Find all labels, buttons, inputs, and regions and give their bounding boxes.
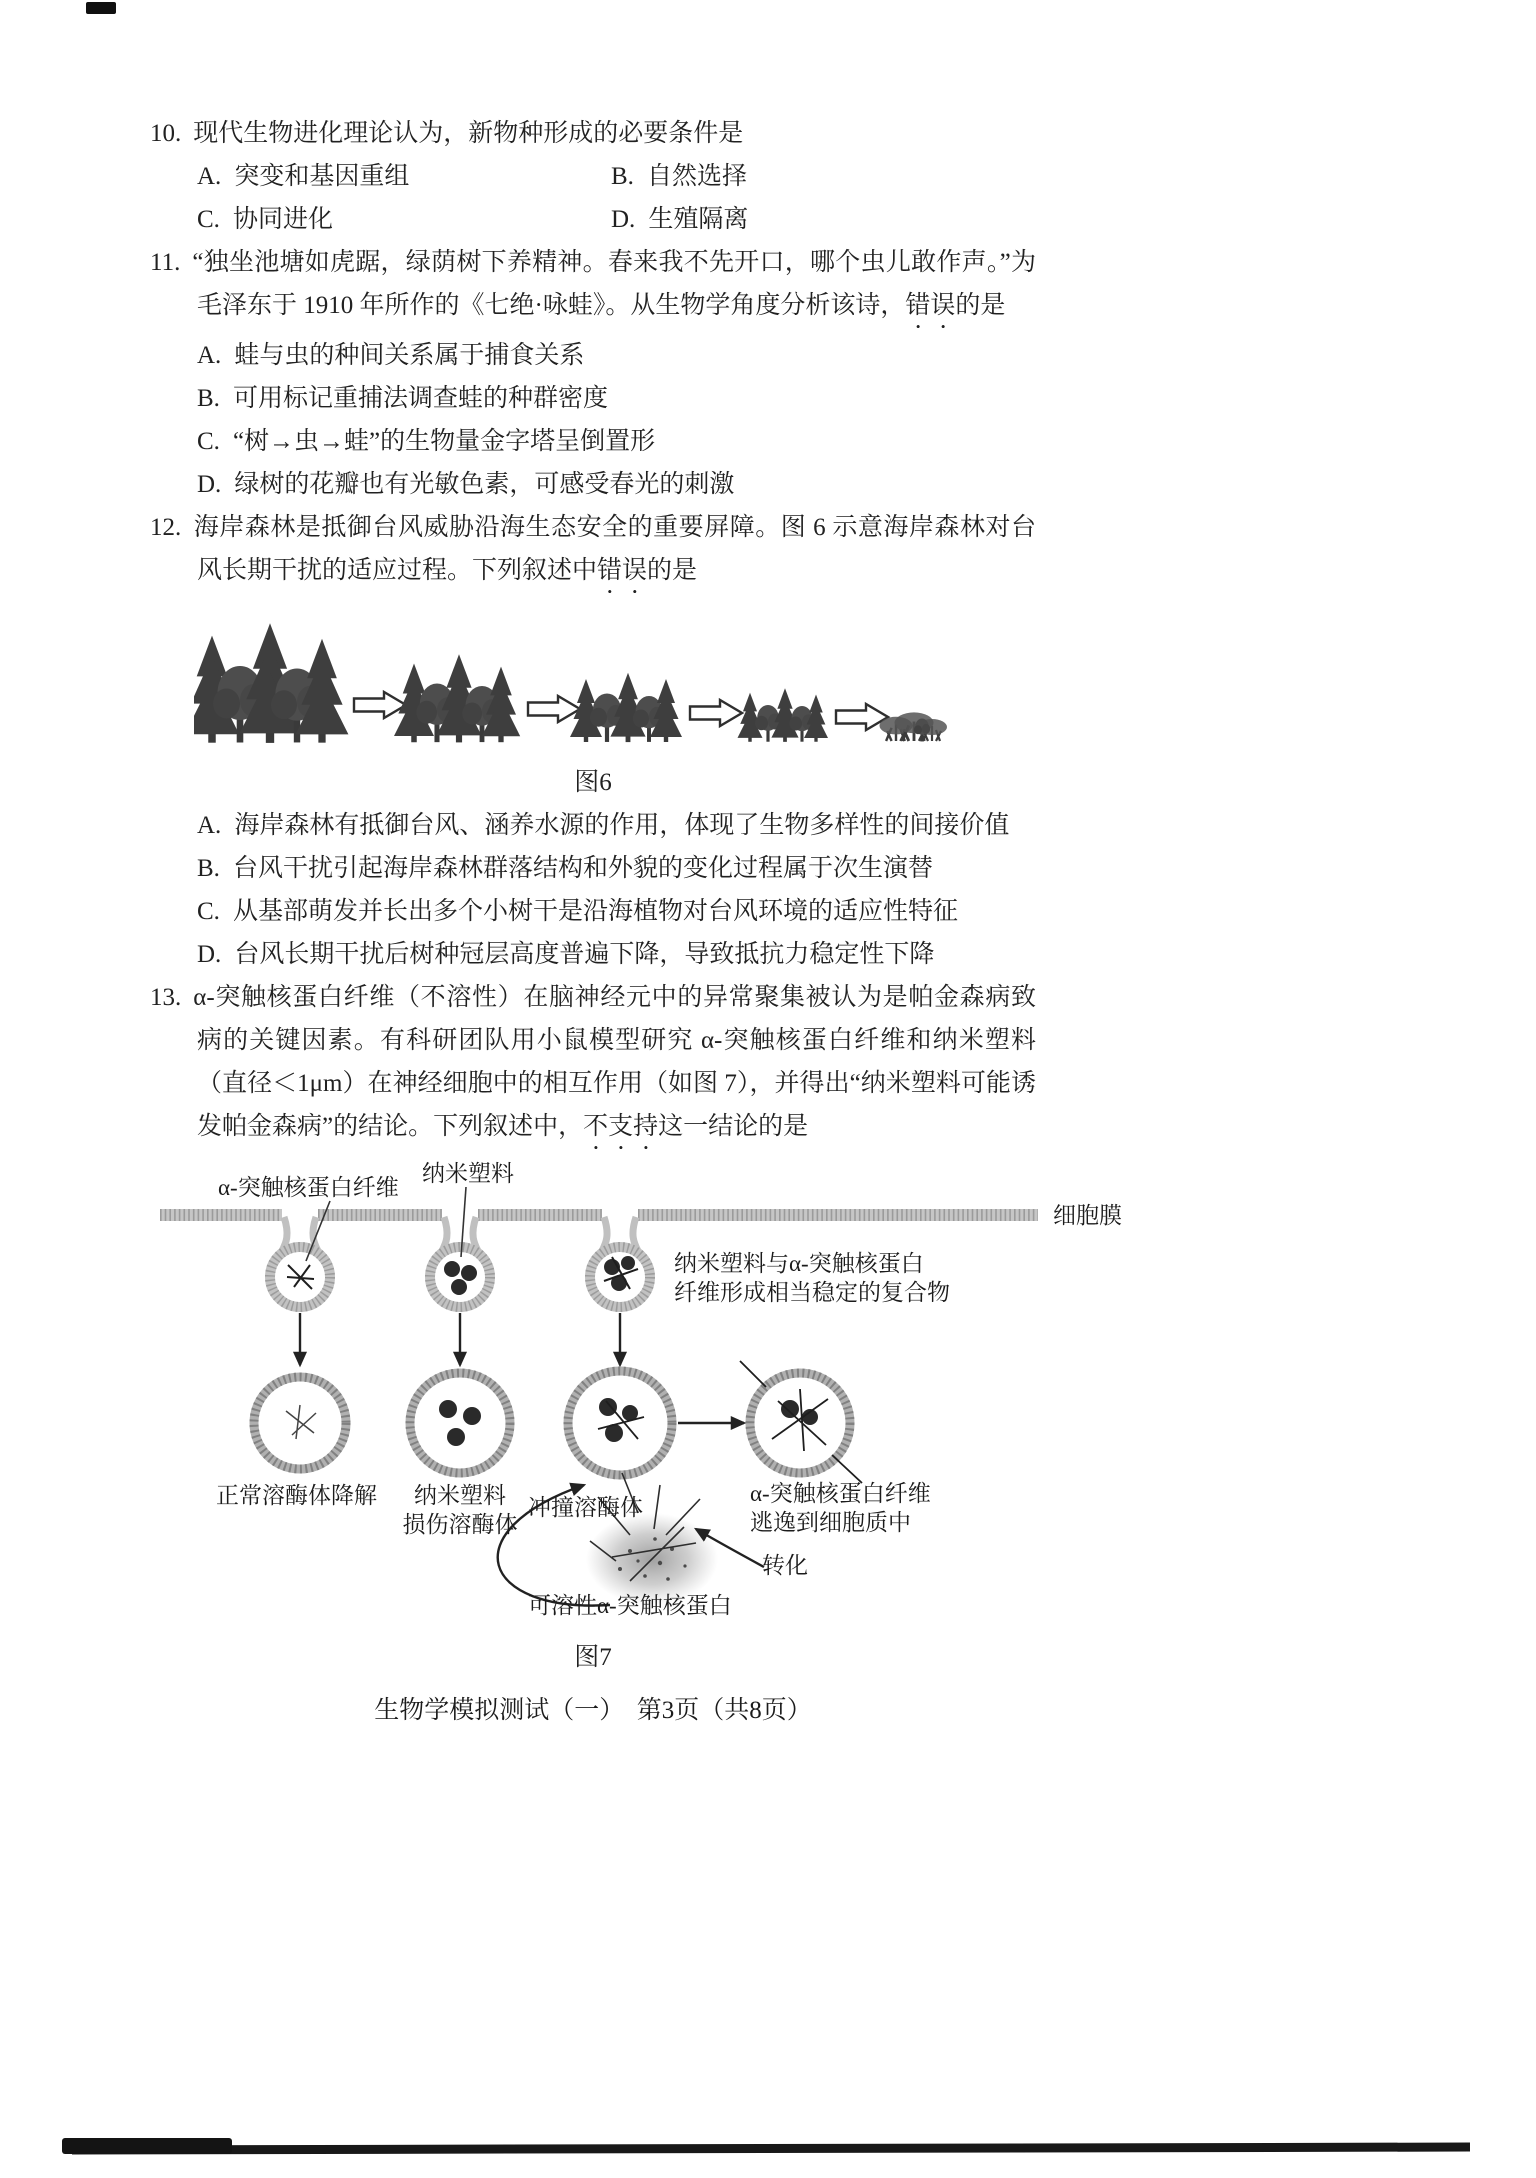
option-a: [197, 155, 611, 198]
question-12: [150, 506, 1036, 976]
option-c: [197, 420, 1036, 463]
option-text: 蛙与虫的种间关系属于捕食关系: [234, 342, 585, 369]
option-label: C.: [197, 428, 220, 455]
label-fiber-escape: [750, 1479, 931, 1537]
endocytosis-pocket-2: [430, 1217, 490, 1307]
label-alpha-synuclein-fiber: α-突触核蛋白纤维: [218, 1175, 399, 1200]
label-nanoplastic: 纳米塑料: [422, 1161, 514, 1186]
lysosome-collided: [568, 1371, 672, 1475]
question-number: 10.: [150, 120, 182, 147]
label-normal-degrade: 正常溶酶体降解: [216, 1483, 377, 1508]
stem-text: 海岸森林是抵御台风威胁沿海生态安全的重要屏障。图 6 示意海岸森林对台风长期干扰的适应过程。下列叙述中: [193, 514, 1036, 584]
label-soluble-protein: 可溶性α-突触核蛋白: [528, 1593, 732, 1618]
option-text: 台风干扰引起海岸森林群落结构和外貌的变化过程属于次生演替: [232, 855, 933, 882]
option-label: D.: [197, 471, 222, 498]
question-11-stem: [150, 241, 1036, 334]
stage-arrow-icon: [690, 700, 742, 726]
stem-text: 的是: [647, 557, 698, 584]
option-text: 绿树的花瓣也有光敏色素，可感受春光的刺激: [234, 471, 735, 498]
question-number: 11.: [150, 249, 181, 276]
question-10-options: [150, 155, 1036, 241]
emphasis-text: 错误: [905, 292, 956, 319]
option-c: [197, 890, 1036, 933]
scan-artifact-bottom-line: [72, 2143, 1470, 2155]
figure-7-neuron-drawing: [160, 1159, 1175, 1637]
option-text: 自然选择: [646, 163, 747, 190]
figure-7-caption: 图7: [574, 1644, 612, 1671]
scan-artifact-bottom-left: [62, 2138, 232, 2154]
question-12-stem: [150, 506, 1036, 599]
label-fiber-escape-line2: 逃逸到细胞质中: [750, 1510, 911, 1535]
option-label: C.: [197, 898, 220, 925]
question-10-stem: [150, 112, 1036, 155]
question-13-stem: [150, 976, 1036, 1155]
option-b: [197, 847, 1036, 890]
option-b: [197, 377, 1036, 420]
forest-stage-4: [738, 688, 828, 742]
stage-arrow-icon: [528, 696, 580, 722]
emphasis-text: 错误: [597, 557, 648, 584]
forest-stage-2: [394, 654, 520, 742]
figure-6-coastal-forest-drawing: [194, 607, 954, 757]
option-label: B.: [197, 855, 220, 882]
option-d: [197, 933, 1036, 976]
option-label: A.: [197, 163, 222, 190]
question-12-options: [150, 804, 1036, 976]
option-text: 突变和基因重组: [234, 163, 410, 190]
question-11: [150, 241, 1036, 506]
stage-arrow-icon: [354, 692, 406, 718]
stem-text: 现代生物进化理论认为，新物种形成的必要条件是: [193, 120, 744, 147]
option-a: [197, 804, 1036, 847]
forest-stage-3: [570, 673, 682, 742]
stem-text: 这一结论的是: [658, 1113, 809, 1140]
option-label: A.: [197, 812, 222, 839]
option-label: C.: [197, 206, 220, 233]
question-10: [150, 112, 1036, 241]
option-text: “树→虫→蛙”的生物量金字塔呈倒置形: [232, 428, 656, 455]
label-lysosome-damage-line1: 纳米塑料: [414, 1483, 506, 1508]
label-stable-complex: [674, 1249, 950, 1307]
option-label: B.: [611, 163, 634, 190]
option-label: A.: [197, 342, 222, 369]
option-text: 生殖隔离: [648, 206, 749, 233]
label-stable-complex-line1: 纳米塑料与α-突触核蛋白: [674, 1251, 924, 1276]
label-stable-complex-line2: 纤维形成相当稳定的复合物: [674, 1280, 950, 1305]
downward-arrows: [300, 1313, 620, 1365]
option-b: [611, 155, 1036, 198]
question-13: [150, 976, 1122, 1679]
label-lysosome-damage: [390, 1481, 530, 1539]
option-d: [611, 198, 1036, 241]
label-transform: 转化: [762, 1553, 808, 1578]
option-label: D.: [611, 206, 636, 233]
lysosome-damaged: [410, 1373, 510, 1473]
figure-6-caption: 图6: [574, 769, 612, 796]
option-text: 从基部萌发并长出多个小树干是沿海植物对台风环境的适应性特征: [232, 898, 958, 925]
figure-7-diagram: [160, 1159, 1175, 1637]
figure-7: [150, 1159, 1122, 1679]
question-11-options: [150, 334, 1036, 506]
question-number: 13.: [150, 984, 182, 1011]
label-collide-lysosome: 冲撞溶酶体: [528, 1495, 643, 1520]
option-text: 海岸森林有抵御台风、涵养水源的作用，体现了生物多样性的间接价值: [234, 812, 1010, 839]
option-label: B.: [197, 385, 220, 412]
option-text: 协同进化: [232, 206, 333, 233]
stem-text: α-突触核蛋白纤维（不溶性）在脑神经元中的异常聚集被认为是帕金森病致病的关键因素。有科研团队用小鼠模型研究 α-突触核蛋白纤维和纳米塑料（直径＜1μm）在神经细胞中的相互作用（如图 7），并得出“纳米塑料可能诱发帕金森病”的结论。下列叙述中，: [193, 984, 1036, 1140]
exam-page-content: [150, 112, 1122, 1731]
lysosome-normal: [254, 1377, 346, 1469]
label-lysosome-damage-line2: 损伤溶酶体: [402, 1512, 518, 1537]
option-a: [197, 334, 1036, 377]
question-number: 12.: [150, 514, 182, 541]
label-fiber-escape-line1: α-突触核蛋白纤维: [750, 1481, 931, 1506]
stem-text: “独坐池塘如虎踞，绿荫树下养精神。春来我不先开口，哪个虫儿敢作声。”为毛泽东于 1910 年所作的《七绝·咏蛙》。从生物学角度分析该诗，: [192, 249, 1036, 319]
option-c: [197, 198, 611, 241]
scan-artifact-top: [86, 2, 116, 14]
emphasis-text: 不支持: [583, 1113, 659, 1140]
page-footer: 生物学模拟测试（一） 第3页（共8页）: [374, 1697, 812, 1724]
stem-text: 的是: [955, 292, 1006, 319]
option-text: 可用标记重捕法调查蛙的种群密度: [232, 385, 608, 412]
lysosome-escaped: [740, 1361, 862, 1483]
endocytosis-pocket-1: [270, 1217, 330, 1307]
endocytosis-pocket-3: [590, 1217, 650, 1307]
figure-6: [194, 607, 1036, 804]
option-text: 台风长期干扰后树种冠层高度普遍下降，导致抵抗力稳定性下降: [234, 941, 935, 968]
option-d: [197, 463, 1036, 506]
option-label: D.: [197, 941, 222, 968]
label-cell-membrane: 细胞膜: [1053, 1203, 1122, 1228]
forest-stage-1: [194, 623, 348, 743]
